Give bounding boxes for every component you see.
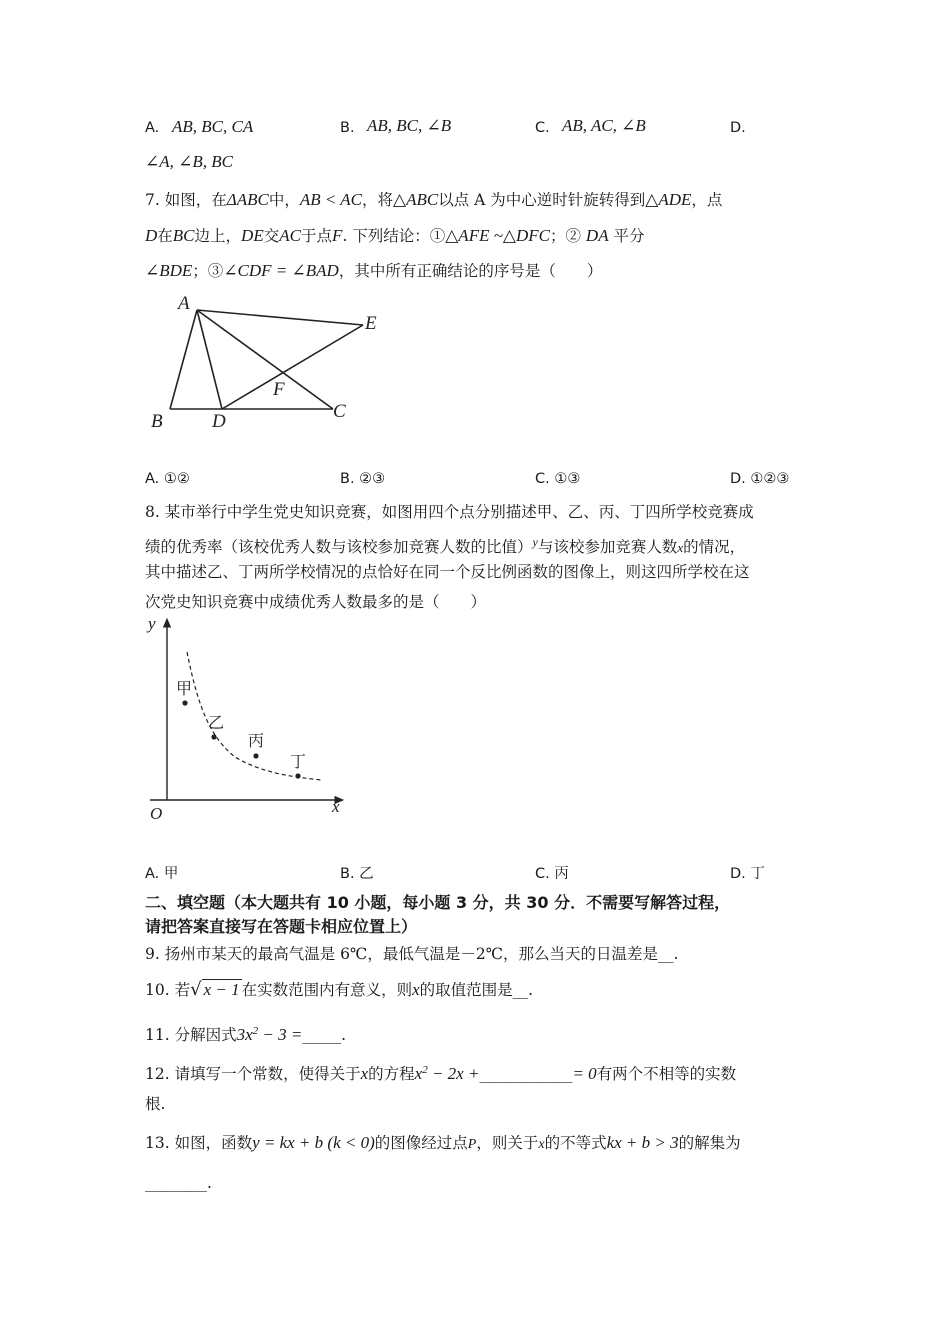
q7-line-3: ∠BDE；③∠CDF = ∠BAD，其中所有正确结论的序号是（ ） — [145, 261, 603, 280]
origin-label: O — [150, 804, 163, 823]
q8-option-b: B. 乙 — [340, 866, 374, 882]
point-yi — [211, 734, 216, 739]
q8-line-4: 次党史知识竞赛中成绩优秀人数最多的是（ ） — [145, 593, 487, 611]
q8-option-d: D. 丁 — [730, 866, 765, 882]
q13-answer-blank: ________. — [145, 1174, 212, 1192]
q12-text-line-2: 根. — [145, 1095, 166, 1113]
q13-text-line-1: 13. 如图，函数y = kx + b (k < 0)的图像经过点P，则关于x的不等式kx + b > 3的解集为 — [145, 1133, 741, 1152]
q8-option-a: A. 甲 — [145, 866, 179, 882]
q6-option-d-label: D. — [730, 120, 746, 136]
q10-text: 10. 若√ x − 1 在实数范围内有意义，则x的取值范围是__. — [145, 979, 534, 1000]
x-axis-label: x — [332, 797, 340, 816]
q8-option-c: C. 丙 — [535, 866, 569, 882]
q7-option-a: A. ①② — [145, 471, 190, 487]
q6-option-c-label: C. — [535, 120, 550, 136]
q6-option-b-label: B. — [340, 120, 355, 136]
q6-option-d-text: ∠A, ∠B, BC — [145, 152, 233, 171]
q7-triangle-figure — [140, 285, 400, 435]
q7-option-c: C. ①③ — [535, 471, 581, 487]
q6-option-b-text: AB, BC, ∠B — [367, 116, 452, 135]
q8-line-2: 绩的优秀率（该校优秀人数与该校参加竞赛人数的比值）$^y$与该校参加竞赛人数x的情况， — [145, 535, 746, 556]
q6-option-a-label: A. — [145, 120, 160, 136]
section-2-heading-line-1: 二、填空题（本大题共有 10 小题，每小题 3 分，共 30 分．不需要写解答过程， — [145, 893, 731, 912]
point-ding — [295, 773, 300, 778]
segment-ae — [197, 310, 363, 325]
segment-de — [222, 325, 363, 409]
q9-text: 9. 扬州市某天的最高气温是 6℃，最低气温是－2℃，那么当天的日温差是__. — [145, 945, 679, 963]
q8-line-1: 8. 某市举行中学生党史知识竞赛，如图用四个点分别描述甲、乙、丙、丁四所学校竞赛成 — [145, 503, 754, 521]
point-c-label: C — [333, 401, 346, 422]
q7-option-b: B. ②③ — [340, 471, 386, 487]
q12-answer-blank: ____________ — [479, 1065, 573, 1084]
q7-option-d: D. ①②③ — [730, 471, 790, 487]
segment-ab — [170, 310, 197, 409]
section-2-heading-line-2: 请把答案直接写在答题卡相应位置上） — [145, 917, 418, 936]
q8-line-3: 其中描述乙、丁两所学校情况的点恰好在同一个反比例函数的图像上，则这四所学校在这 — [145, 563, 750, 581]
q8-graph-figure — [140, 612, 360, 827]
point-jia — [182, 700, 187, 705]
segment-ac — [197, 310, 333, 409]
point-bing — [253, 753, 258, 758]
label-jia: 甲 — [176, 681, 193, 698]
y-axis-label: y — [148, 614, 156, 633]
point-a-label: A — [178, 293, 190, 314]
point-f-label: F — [273, 379, 285, 400]
q7-line-2: D在BC边上，DE交AC于点F. 下列结论：①△AFE ~△DFC；② DA 平分 — [145, 226, 645, 245]
q7-line-1: 7. 如图，在ΔABC中，AB < AC，将△ABC以点 A 为中心逆时针旋转得到△ADE，点 — [145, 190, 723, 209]
point-e-label: E — [365, 313, 377, 334]
point-b-label: B — [151, 411, 163, 432]
q12-text-line-1: 12. 请填写一个常数，使得关于x的方程$x^2 - 2x$ +____________= 0有两个不相等的实数 — [145, 1064, 737, 1084]
q6-option-c-text: AB, AC, ∠B — [562, 116, 646, 135]
label-yi: 乙 — [208, 715, 225, 732]
point-d-label: D — [212, 411, 226, 432]
label-bing: 丙 — [248, 733, 265, 750]
q11-answer-blank: _____ — [302, 1026, 342, 1045]
q6-option-a-text: AB, BC, CA — [172, 117, 254, 136]
label-ding: 丁 — [290, 754, 307, 771]
q11-text: 11. 分解因式$3x^2 - 3$ =_____. — [145, 1025, 347, 1045]
